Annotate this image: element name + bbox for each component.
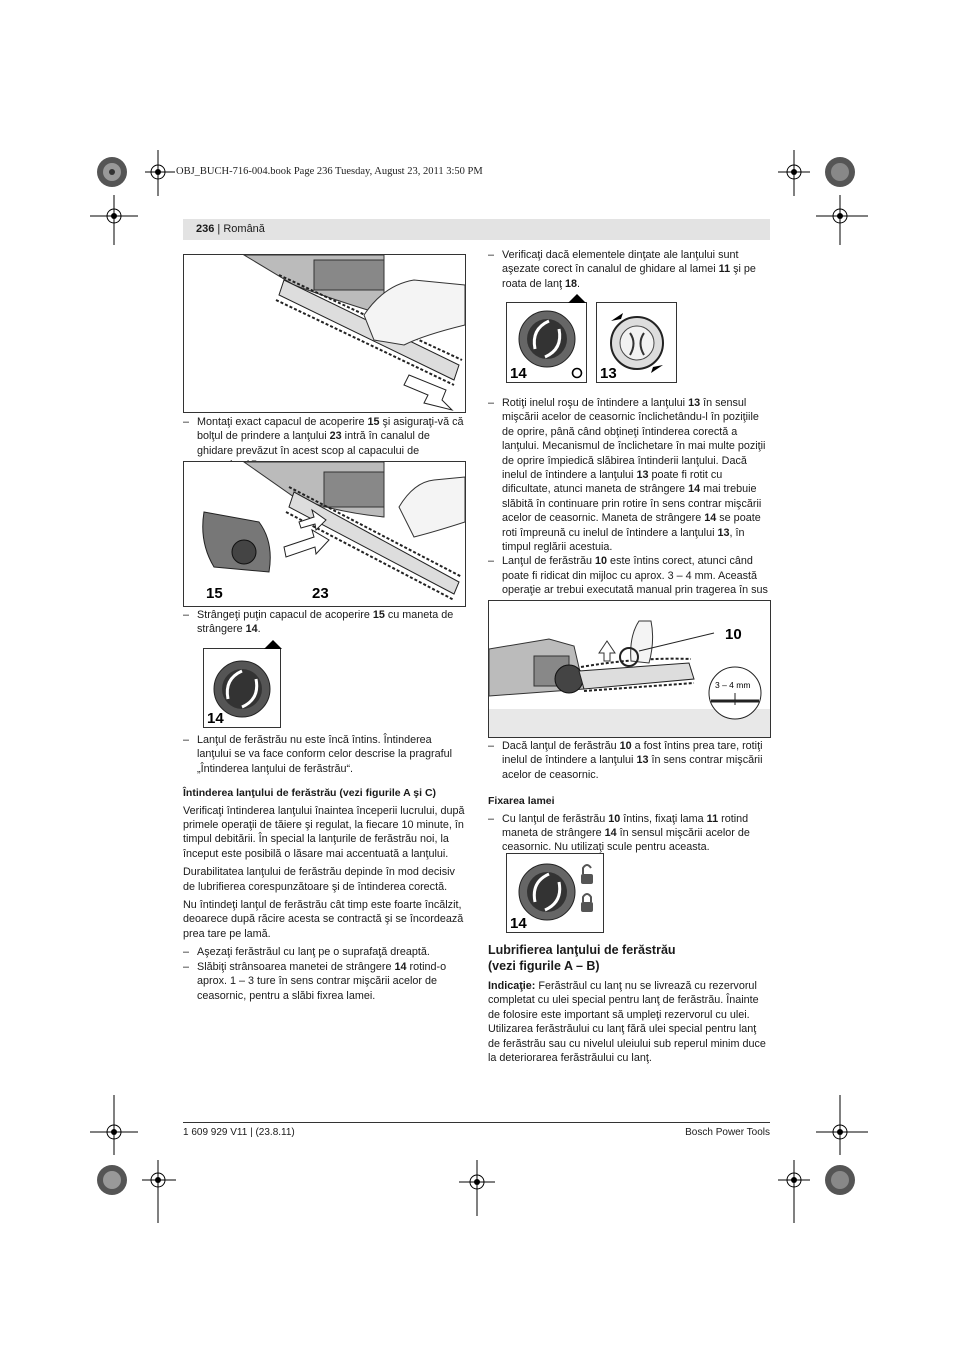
note-lubrication: Indicaţie: Ferăstrăul cu lanţ nu se livrează cu rezervorul completat cu ulei special pentru lanţ de ferăstrău. Înainte de folosire este important să umpleţi rezervorul cu ulei. Utilizarea ferăstrăului cu lanţ fără ulei special pentru lanţ de ferăstrău sau cu nivelul uleiului sub reperul minim duce la deteriorarea ferăstrăului cu lanţ. (488, 980, 766, 1065)
left-column-bottom (183, 733, 466, 1003)
figure-knob-14-lock (506, 853, 604, 933)
triangle-marker (568, 294, 586, 303)
registration-mark-top-right (768, 150, 878, 250)
callout-10: 10 (725, 626, 742, 643)
footer-doc-number: 1 609 929 V11 | (23.8.11) (183, 1127, 295, 1138)
figure-knob-14-rotate (506, 302, 587, 383)
footer-rule (183, 1122, 770, 1123)
bullet-flat-surface: – Aşezaţi ferăstrăul cu lanţ pe o suprafaţă dreaptă. (183, 945, 466, 959)
page-header: 236 | Română (196, 223, 265, 235)
callout-13: 13 (600, 365, 617, 382)
registration-mark-bottom-left (90, 1095, 200, 1225)
bullet-rotate-red-ring: – Rotiţi inelul roşu de întindere a lanţului 13 în sensul mişcării acelor de ceasornic înclichetându-l în poziţiile de oprire, până când obţineţi întinderea corectă a lanţului. Mecanismul de înclichetare în mai multe poziţii de oprire împiedică slăbirea întinderii lanţului. Dacă inelul de întindere a lanţului 13 poate fi rotit cu dificultate, atunci maneta de strângere 14 mai trebuie slăbită în continuare prin rotire în sens contrar mişcării acelor de ceasornic. Maneta de strângere 14 se poate roti împreună cu inelul de întindere a lanţului 13, în timpul reglării acestuia. (488, 396, 771, 554)
bullet-check-chain-links: – Verificaţi dacă elementele dinţate ale lanţului sunt aşezate corect în canalul de ghidare al lamei 11 şi pe roata de lanţ 18. (488, 248, 771, 291)
right-column-bottom (488, 942, 771, 1065)
right-column-top (488, 248, 771, 291)
figure-cover-mounting (183, 461, 466, 607)
right-column-mid (488, 396, 771, 627)
bullet-too-tight: – Dacă lanţul de ferăstrău 10 a fost întins prea tare, rotiţi inelul de întindere a lanţului 13 în sens contrar mişcării acelor de ceasornic. (488, 739, 771, 782)
section-heading-fixing: Fixarea lamei (488, 795, 555, 808)
section-heading-tensioning: Întinderea lanţului de ferăstrău (vezi figurile A şi C) (183, 787, 437, 800)
page-number: 236 (196, 223, 215, 235)
unlock-icon (581, 865, 593, 884)
callout-14: 14 (510, 365, 527, 382)
bullet-fix-blade: – Cu lanţul de ferăstrău 10 întins, fixaţi lama 11 rotind maneta de strângere 14 în sensul mişcării acelor de ceasornic. Nu utilizaţi scule pentru aceasta. (488, 812, 771, 855)
figure-chain-lift (488, 600, 771, 738)
right-column-lower (488, 739, 771, 855)
section-heading-lubrication: Lubrifierea lanţului de ferăstrău (vezi figurile A – B) (488, 943, 676, 973)
print-line: OBJ_BUCH-716-004.book Page 236 Tuesday, August 23, 2011 3:50 PM (176, 166, 483, 177)
figure-ring-13-rotate (596, 302, 677, 383)
registration-mark-bottom-right (768, 1095, 878, 1225)
bullet-loosen-knob: – Slăbiţi strânsoarea manetei de strângere 14 rotind-o aprox. 1 – 3 ture în sens contrar mişcării acelor de ceasornic, pentru a slăbi fixrea lamei. (183, 960, 466, 1003)
callout-14: 14 (510, 915, 527, 932)
lock-icon (581, 894, 593, 912)
paragraph-durability: Durabilitatea lanţului de ferăstrău depinde în mod decisiv de lubrifierea corespunzătoare şi de întinderea corectă. (183, 866, 455, 893)
callout-15: 15 (206, 585, 223, 602)
figure-knob-14 (203, 648, 281, 728)
callout-23: 23 (312, 585, 329, 602)
bullet-chain-not-tensioned: – Lanţul de ferăstrău nu este încă întins. Întinderea lanţului se va face conform celor descrise la pragraful „Întinderea lanţului de ferăstrău“. (183, 733, 466, 776)
paragraph-not-hot: Nu întindeţi lanţul de ferăstrău cât timp este foarte încălzit, deoarece după răcire acesta se contractă şi se încordează prea tare pe lamă. (183, 899, 464, 940)
registration-mark-bottom-center (455, 1160, 499, 1220)
paragraph-check-tension: Verificaţi întinderea lanţului înaintea începerii lucrului, după primele operaţii de tăiere şi regulat, la fiecare 10 minute, în timpul debitării. În special la lanţurile de ferăstrău noi, la început este posibilă o lăsare mai accentuată a lanţului. (183, 804, 465, 860)
bullet-chain-correct-tension: – Lanţul de ferăstrău 10 este întins corect, atunci când poate fi ridicat din mijloc cu aprox. 3 – 4 mm. Această operaţie ar trebui executată manual prin tragerea în sus (488, 554, 771, 626)
left-column-mid (183, 608, 466, 637)
footer-brand: Bosch Power Tools (685, 1127, 770, 1138)
figure-chain-mounting (183, 254, 466, 413)
callout-14: 14 (207, 710, 224, 727)
page-header-bar (183, 219, 770, 240)
triangle-marker (264, 640, 282, 649)
header-language: Română (223, 223, 265, 235)
bullet-tighten-cover: – Strângeţi puţin capacul de acoperire 15 cu maneta de strângere 14. (183, 608, 466, 637)
bullet-mount-cover: – Montaţi exact capacul de acoperire 15 şi asiguraţi-vă că bolţul de prindere a lanţului 23 intră în canalul de ghidare prevăzut în acest scop al capacului de (183, 415, 466, 473)
measure-label: 3 – 4 mm (715, 680, 751, 690)
